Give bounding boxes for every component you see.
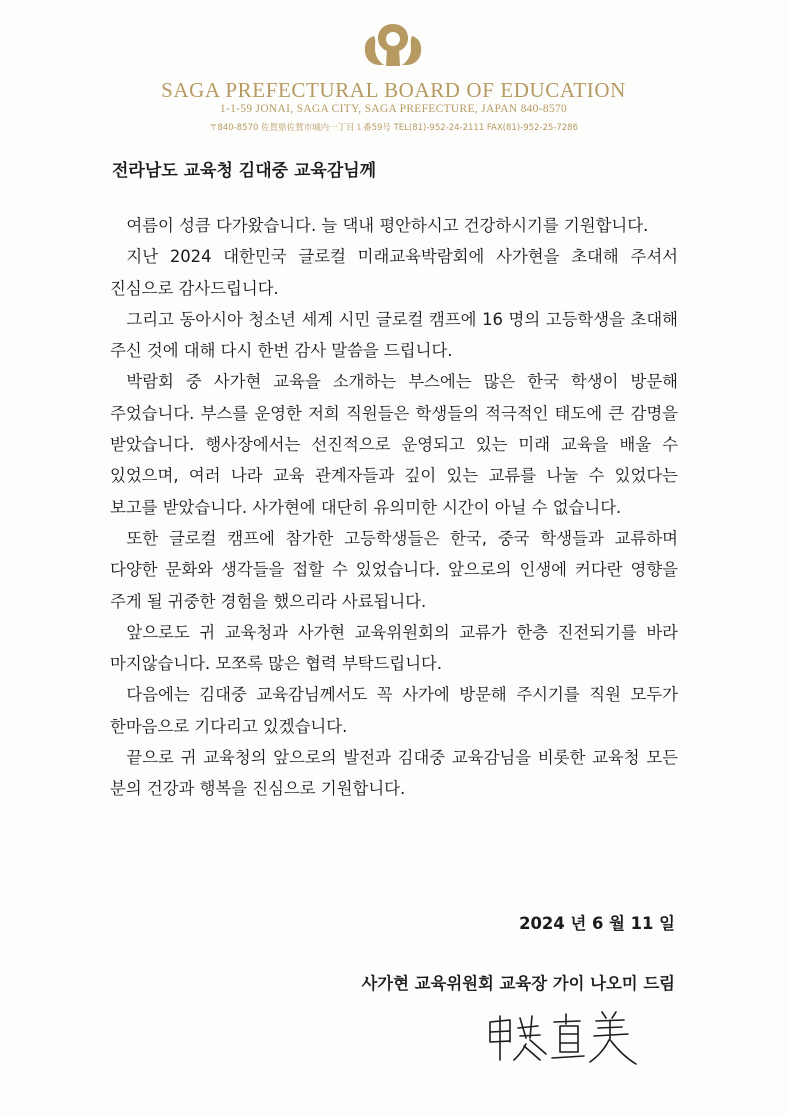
- letter-paragraph: 박람회 중 사가현 교육을 소개하는 부스에는 많은 한국 학생이 방문해 주었습니다. 부스를 운영한 저희 직원들은 학생들의 적극적인 태도에 큰 감명을 받았습니다. 행사장에서는 선진적으로 운영되고 있는 미래 교육을 배울 수 있었으며, 여러 나라 교육 관계자들과 깊이 있는 교류를 나눌 수 있었다는 보고를 받았습니다. 사가현에 대단히 유의미한 시간이 아닐 수 없습니다.: [110, 372, 678, 517]
- org-name: SAGA PREFECTURAL BOARD OF EDUCATION: [161, 78, 626, 102]
- letter-paragraph: 그리고 동아시아 청소년 세계 시민 글로컬 캠프에 16 명의 고등학생을 초대해 주신 것에 대해 다시 한번 감사 말씀을 드립니다.: [110, 309, 678, 361]
- letter-paragraph: 앞으로도 귀 교육청과 사가현 교육위원회의 교류가 한층 진전되기를 바라 마지않습니다. 모쪼록 많은 협력 부탁드립니다.: [110, 622, 678, 674]
- letter-paragraph: 지난 2024 대한민국 글로컬 미래교육박람회에 사가현을 초대해 주셔서 진심으로 감사드립니다.: [110, 247, 678, 298]
- letter-date: 2024 년 6 월 11 일: [519, 914, 675, 933]
- letter-body: [110, 210, 678, 805]
- org-address-english: 1-1-59 JONAI, SAGA CITY, SAGA PREFECTURE, JAPAN 840-8570: [219, 103, 568, 115]
- letter-paragraph: 끝으로 귀 교육청의 앞으로의 발전과 김대중 교육감님을 비롯한 교육청 모든 분의 건강과 행복을 진심으로 기원합니다.: [110, 748, 678, 799]
- letter-recipient: 전라남도 교육청 김대중 교육감님께: [112, 161, 377, 181]
- saga-prefecture-emblem-icon: [362, 22, 424, 68]
- letter-paragraph: 또한 글로컬 캠프에 참가한 고등학생들은 한국, 중국 학생들과 교류하며 다양한 문화와 생각들을 접할 수 있었습니다. 앞으로의 인생에 커다란 영향을 주게 될 귀중한 경험을 했으리라 사료됩니다.: [110, 528, 678, 611]
- org-address-japanese: 〒840-8570 佐賀県佐賀市城内一丁目１番59号 TEL(81)-952-24-2111 FAX(81)-952-25-7286: [208, 123, 579, 133]
- letter-paragraph: 다음에는 김대중 교육감님께서도 꼭 사가에 방문해 주시기를 직원 모두가 한마음으로 기다리고 있겠습니다.: [110, 685, 678, 736]
- handwritten-signature: [480, 1008, 650, 1068]
- letter-signer: 사가현 교육위원회 교육장 가이 나오미 드림: [361, 974, 675, 993]
- letter-paragraph: 여름이 성큼 다가왔습니다. 늘 댁내 평안하시고 건강하시기를 기원합니다.: [126, 216, 649, 235]
